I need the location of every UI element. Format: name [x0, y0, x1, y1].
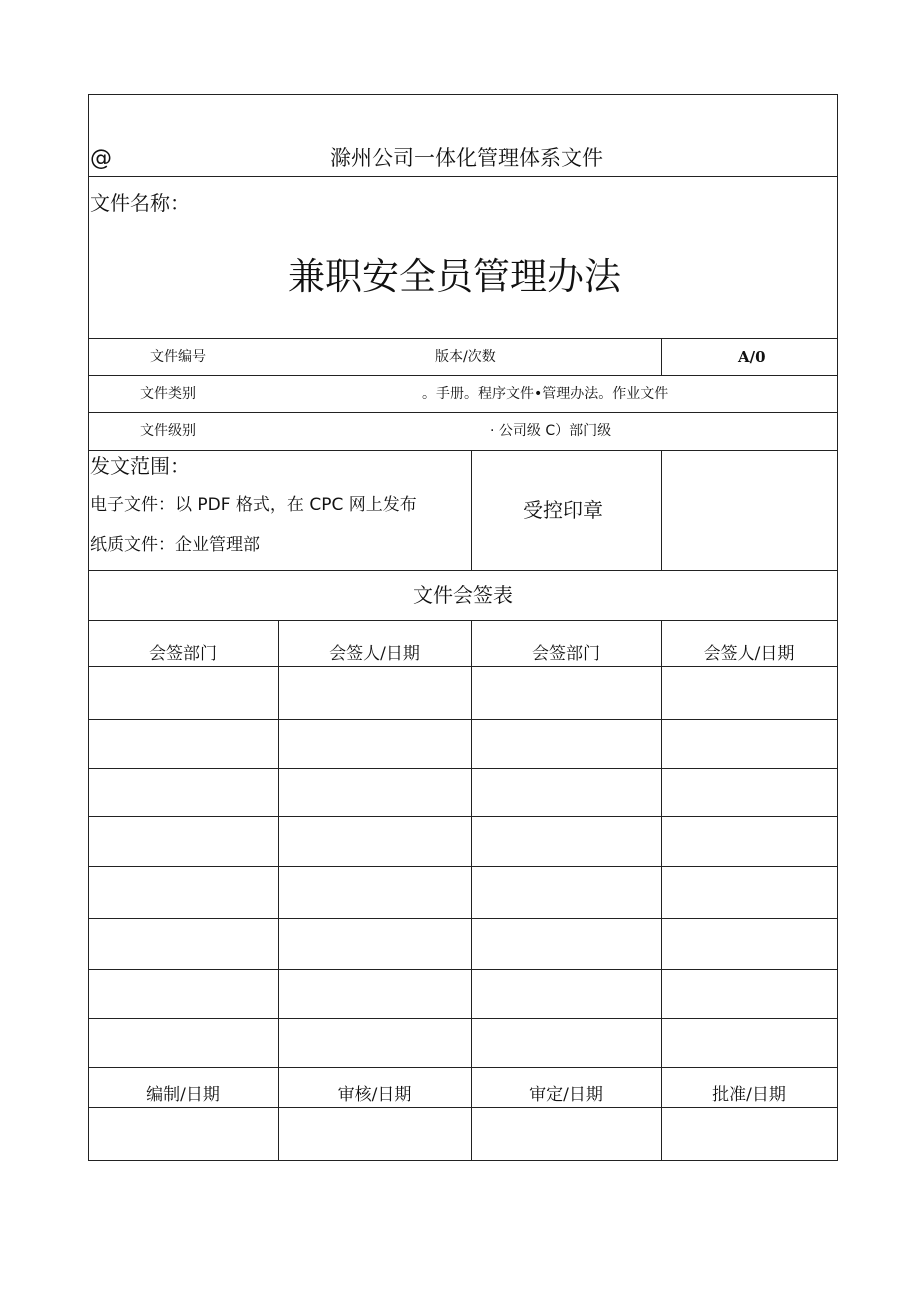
col-divider [278, 620, 279, 1161]
row-divider [88, 969, 838, 970]
version-value: A/0 [738, 348, 766, 366]
approval-header: 批准/日期 [712, 1085, 786, 1105]
col-divider [661, 620, 662, 1161]
row-divider [88, 918, 838, 919]
row-divider [88, 666, 838, 667]
border-top [88, 94, 838, 95]
level-label: 文件级别 [140, 423, 196, 439]
countersign-header: 会签人/日期 [329, 644, 420, 664]
row-divider [88, 1067, 838, 1068]
countersign-header: 会签部门 [149, 644, 217, 664]
doc-title: 兼职安全员管理办法 [288, 255, 621, 298]
row-divider [88, 176, 838, 177]
row-divider [88, 570, 838, 571]
row-divider [88, 1018, 838, 1019]
border-right [837, 94, 838, 1161]
row-divider [88, 816, 838, 817]
row-divider [88, 338, 838, 339]
distribution-heading: 发文范围： [90, 454, 190, 478]
document-cover-table [88, 94, 838, 1161]
row-divider [88, 719, 838, 720]
doc-number-label: 文件编号 [150, 349, 206, 365]
category-options: 。手册。程序文件•管理办法。作业文件 [422, 386, 669, 402]
controlled-stamp-label: 受控印章 [523, 498, 603, 522]
doc-name-label: 文件名称： [90, 191, 190, 215]
row-divider [88, 768, 838, 769]
row-divider [88, 1107, 838, 1108]
version-label: 版本/次数 [435, 349, 496, 365]
col-divider [471, 450, 472, 570]
col-divider [661, 338, 662, 375]
system-title: 滁州公司一体化管理体系文件 [330, 146, 603, 170]
approval-header: 审定/日期 [529, 1085, 603, 1105]
row-divider [88, 375, 838, 376]
col-divider [661, 450, 662, 570]
row-divider [88, 412, 838, 413]
countersign-header: 会签部门 [532, 644, 600, 664]
distribution-paper: 纸质文件：企业管理部 [90, 535, 260, 555]
countersign-title: 文件会签表 [413, 583, 513, 607]
row-divider [88, 450, 838, 451]
col-divider [471, 620, 472, 1161]
category-label: 文件类别 [140, 386, 196, 402]
approval-header: 编制/日期 [146, 1085, 220, 1105]
row-divider [88, 866, 838, 867]
company-logo-icon: @ [90, 146, 112, 171]
distribution-electronic: 电子文件：以 PDF 格式，在 CPC 网上发布 [90, 495, 417, 515]
row-divider [88, 620, 838, 621]
countersign-header: 会签人/日期 [703, 644, 795, 664]
level-options: · 公司级 C）部门级 [490, 423, 612, 439]
approval-header: 审核/日期 [337, 1085, 412, 1105]
border-left [88, 94, 89, 1161]
border-bottom [88, 1160, 838, 1161]
